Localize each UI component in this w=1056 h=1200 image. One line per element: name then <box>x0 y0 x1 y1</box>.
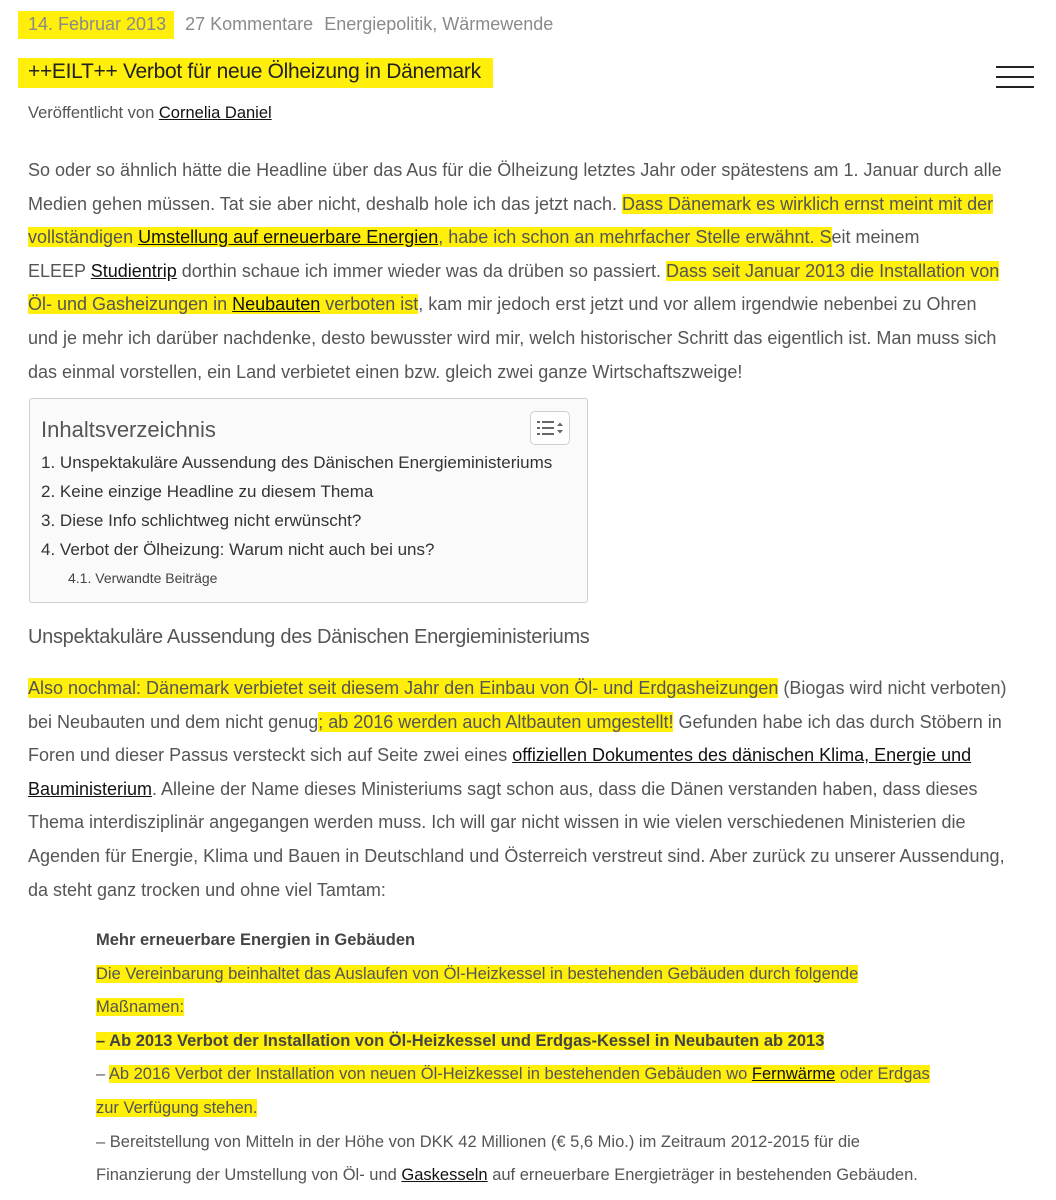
text-run: auf erneuerbare Energieträger in bestehenden Gebäuden. <box>487 1166 918 1185</box>
text-line <box>28 288 1038 322</box>
link-studientrip[interactable]: Studientrip <box>90 260 177 281</box>
text-run: Medien gehen müssen. Tat sie aber nicht, deshalb hole ich das jetzt nach. <box>28 193 623 214</box>
text-line <box>96 958 1036 992</box>
toc-item-number: 4.1. <box>68 570 92 586</box>
toc-heading: Inhaltsverzeichnis <box>41 417 216 442</box>
text-line: – Bereitstellung von Mitteln in der Höhe von DKK 42 Millionen (€ 5,6 Mio.) im Zeitraum 2012-2015 für die <box>96 1132 860 1151</box>
text-line: und je mehr ich darüber nachdenke, desto bewusster wird mir, welch historischer Schritt das eigentlich ist. Man muss sich <box>28 327 997 348</box>
link-gaskesseln[interactable]: Gaskesseln <box>401 1166 488 1185</box>
link-official-document[interactable]: offiziellen Dokumentes des dänischen Klima, Energie und <box>512 745 972 766</box>
text-run: – <box>96 1065 109 1084</box>
list-toggle-icon <box>537 420 563 436</box>
text-line <box>96 1058 1036 1092</box>
text-run: ELEEP <box>28 260 91 281</box>
highlighted-text: ; ab 2016 werden auch Altbauten umgestellt! <box>318 711 674 732</box>
text-line: Thema interdisziplinär angegangen werden muss. Ich will gar nicht wissen in wie vielen verschiedenen Ministerien die <box>28 812 966 833</box>
highlighted-text: Ab 2016 Verbot der Installation von neuen Öl-Heizkessel in bestehenden Gebäuden wo <box>108 1065 752 1084</box>
section-heading: Unspektakuläre Aussendung des Dänischen Energieministeriums <box>28 626 590 648</box>
toc-item[interactable] <box>41 511 361 531</box>
quote-heading: Mehr erneuerbare Energien in Gebäuden <box>96 931 416 949</box>
post-date[interactable]: 14. Februar 2013 <box>18 11 174 39</box>
text-run: (Biogas wird nicht verboten) <box>778 678 1007 698</box>
link-neubauten[interactable]: Neubauten <box>232 294 321 315</box>
categories-links[interactable]: Energiepolitik, Wärmewende <box>324 14 554 34</box>
text-run: Gefunden habe ich das durch Stöbern in <box>673 711 1002 732</box>
post-title: ++EILT++ Verbot für neue Ölheizung in Dänemark <box>18 58 493 88</box>
highlighted-text: oder Erdgas <box>835 1065 930 1084</box>
highlighted-text: Öl- und Gasheizungen in <box>28 294 233 315</box>
byline <box>28 104 272 123</box>
text-line: da steht ganz trocken und ohne viel Tamtam: <box>28 879 386 900</box>
toc-item[interactable] <box>41 482 373 502</box>
text-line <box>28 672 1038 706</box>
text-run: Foren und dieser Passus versteckt sich auf Seite zwei eines <box>28 745 513 766</box>
highlighted-text: Dass Dänemark es wirklich ernst meint mit der <box>622 193 994 214</box>
highlighted-text: Maßnamen: <box>96 998 185 1017</box>
text-line <box>28 221 1038 255</box>
blockquote <box>96 924 1036 1193</box>
post-meta <box>28 14 559 35</box>
link-umstellung[interactable]: Umstellung auf erneuerbare Energien <box>138 227 439 248</box>
hamburger-menu-icon[interactable] <box>996 66 1034 88</box>
toc-item[interactable] <box>41 453 552 473</box>
table-of-contents <box>29 398 588 603</box>
text-run: Finanzierung der Umstellung von Öl- und <box>96 1166 402 1185</box>
toc-toggle-button[interactable] <box>530 411 570 445</box>
highlighted-text: zur Verfügung stehen. <box>96 1098 258 1117</box>
highlighted-text: verboten ist <box>320 294 419 315</box>
text-run: , kam mir jedoch erst jetzt und vor allem irgendwie nebenbei zu Ohren <box>418 294 977 315</box>
comments-link[interactable]: 27 Kommentare <box>185 14 314 34</box>
text-line <box>96 1159 1036 1193</box>
byline-prefix: Veröffentlicht von <box>28 104 155 122</box>
toc-subitem[interactable] <box>68 570 217 586</box>
toc-item-number: 3. <box>41 511 56 530</box>
highlighted-text: – Ab 2013 Verbot der Installation von Öl-Heizkessel und Erdgas-Kessel in Neubauten ab 2013 <box>96 1031 825 1050</box>
link-fernwaerme[interactable]: Fernwärme <box>751 1065 836 1084</box>
text-line <box>28 773 1038 807</box>
toc-item-number: 1. <box>41 453 56 472</box>
text-line: Agenden für Energie, Klima und Bauen in Deutschland und Österreich verstreut sind. Aber zurück zu unserer Aussendung, <box>28 845 1005 866</box>
text-line: das einmal vorstellen, ein Land verbietet einen bzw. gleich zwei ganze Wirtschaftszweige! <box>28 361 743 382</box>
toc-item-number: 2. <box>41 482 56 501</box>
author-link[interactable]: Cornelia Daniel <box>158 104 272 122</box>
toc-item-label[interactable]: Unspektakuläre Aussendung des Dänischen Energieministeriums <box>59 453 553 472</box>
text-line <box>28 255 1038 289</box>
text-run: dorthin schaue ich immer wieder was da drüben so passiert. <box>176 260 667 281</box>
highlighted-text: Dass seit Januar 2013 die Installation von <box>666 260 1000 281</box>
text-line <box>28 739 1038 773</box>
highlighted-text: vollständigen <box>28 227 139 248</box>
text-run: eit meinem <box>831 227 920 248</box>
toc-item-label[interactable]: Verbot der Ölheizung: Warum nicht auch bei uns? <box>59 540 435 559</box>
intro-paragraph <box>28 154 1038 389</box>
highlighted-text: Also nochmal: Dänemark verbietet seit diesem Jahr den Einbau von Öl- und Erdgasheizungen <box>28 678 779 698</box>
text-line: So oder so ähnlich hätte die Headline über das Aus für die Ölheizung letztes Jahr oder spätestens am 1. Januar durch alle <box>28 160 1002 180</box>
toc-item[interactable] <box>41 540 434 560</box>
text-run: . Alleine der Name dieses Ministeriums sagt schon aus, dass die Dänen verstanden haben, dass dieses <box>152 778 978 799</box>
text-line <box>96 991 1036 1025</box>
link-bauministerium[interactable]: Bauministerium <box>28 778 153 799</box>
text-line <box>28 706 1038 740</box>
text-run: bei Neubauten und dem nicht genug <box>28 711 319 732</box>
toc-item-number: 4. <box>41 540 56 559</box>
highlighted-text: , habe ich schon an mehrfacher Stelle erwähnt. S <box>438 227 832 248</box>
text-line <box>96 1025 1036 1059</box>
toc-item-label[interactable]: Keine einzige Headline zu diesem Thema <box>59 482 374 501</box>
section-paragraph <box>28 672 1038 907</box>
highlighted-text: Die Vereinbarung beinhaltet das Auslaufen von Öl-Heizkessel in bestehenden Gebäuden durch folgende <box>96 964 859 983</box>
text-line <box>28 188 1038 222</box>
toc-item-label[interactable]: Diese Info schlichtweg nicht erwünscht? <box>59 511 362 530</box>
toc-item-label[interactable]: Verwandte Beiträge <box>95 570 218 586</box>
text-line <box>96 1092 1036 1126</box>
